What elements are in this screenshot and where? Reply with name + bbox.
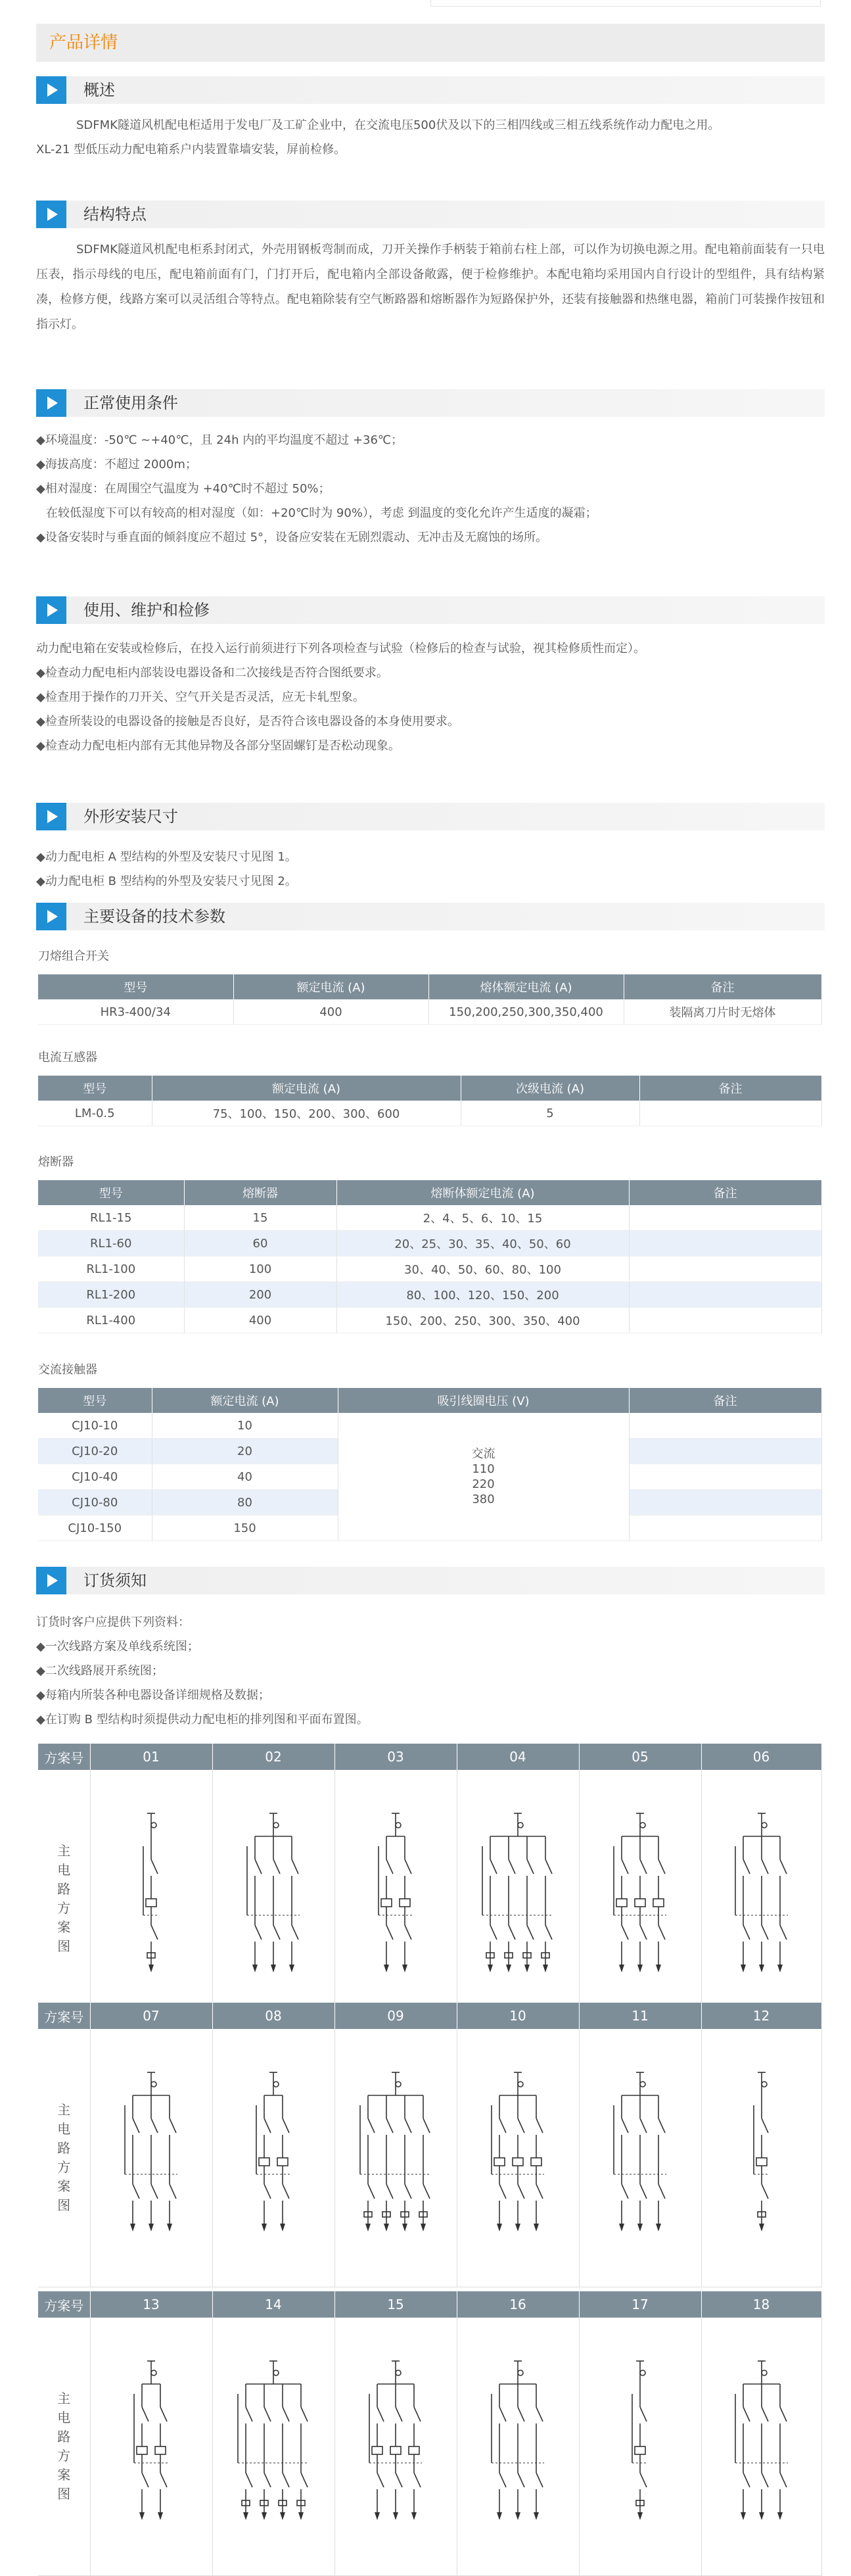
circuit-diagram-icon bbox=[580, 1800, 701, 1997]
circuit-diagram-icon bbox=[91, 1800, 212, 1997]
list-item: ◆海拔高度：不超过 2000m； bbox=[36, 458, 197, 471]
circuit-diagram-icon bbox=[213, 2059, 334, 2256]
overview-text bbox=[36, 113, 825, 162]
table-cell: CJ10-40 bbox=[38, 1464, 152, 1490]
side-label-char: 主 bbox=[57, 1843, 71, 1859]
table-cell: 15 bbox=[184, 1205, 336, 1231]
table-header: 型号 bbox=[38, 1180, 184, 1205]
scheme-number: 18 bbox=[701, 2291, 821, 2318]
table-row bbox=[38, 1231, 821, 1256]
table-caption: 交流接触器 bbox=[38, 1363, 97, 1377]
circuit-diagram-icon bbox=[91, 2059, 212, 2256]
arrow-flag-icon bbox=[36, 201, 66, 228]
table-cell: 80、100、120、150、200 bbox=[336, 1282, 629, 1308]
list-item: ◆相对湿度：在周围空气温度为 +40℃时不超过 50%； bbox=[36, 482, 331, 496]
scheme-number: 05 bbox=[579, 1744, 701, 1770]
ordering-list bbox=[36, 1610, 825, 1732]
scheme-header-label: 方案号 bbox=[38, 1744, 90, 1770]
scheme-number: 15 bbox=[334, 2291, 457, 2318]
table-cell bbox=[629, 1413, 821, 1439]
circuit-diagram-cell bbox=[579, 2318, 701, 2576]
conditions-list bbox=[36, 428, 825, 550]
list-item: ◆检查动力配电柜内部装设电器设备和二次接线是否符合图纸要求。 bbox=[36, 666, 388, 680]
table-caption: 刀熔组合开关 bbox=[38, 949, 109, 963]
overview-line: SDFMK隧道风机配电柜适用于发电厂及工矿企业中，在交流电压500伏及以下的三相四线或三相五线系统作动力配电之用。 bbox=[76, 118, 720, 132]
table-row bbox=[38, 1413, 821, 1439]
section-title: 正常使用条件 bbox=[83, 394, 178, 412]
table-header: 型号 bbox=[38, 974, 233, 999]
list-item: ◆环境温度：-50℃ ~+40℃，且 24h 内的平均温度不超过 +36℃； bbox=[36, 433, 403, 447]
arrow-flag-icon bbox=[36, 903, 66, 930]
table-header: 吸引线圈电压 (V) bbox=[338, 1388, 629, 1413]
scheme-header-label: 方案号 bbox=[38, 2003, 90, 2029]
table-cell: RL1-15 bbox=[38, 1205, 184, 1231]
table-header: 备注 bbox=[629, 1388, 821, 1413]
table-header: 额定电流 (A) bbox=[233, 974, 428, 999]
list-item: ◆动力配电柜 A 型结构的外型及安装尺寸见图 1。 bbox=[36, 850, 297, 864]
section-title: 结构特点 bbox=[83, 205, 147, 224]
circuit-diagram-cell bbox=[90, 2029, 212, 2287]
table-cell: 100 bbox=[184, 1256, 336, 1282]
side-label-char: 案 bbox=[57, 1919, 71, 1935]
table-header: 熔断体额定电流 (A) bbox=[336, 1180, 629, 1205]
section-overview bbox=[36, 76, 825, 104]
table-cell bbox=[629, 1515, 821, 1541]
table-cell bbox=[629, 1205, 821, 1231]
table-cell: 150 bbox=[152, 1515, 338, 1541]
table-cell: LM-0.5 bbox=[38, 1101, 152, 1126]
scheme-number: 14 bbox=[212, 2291, 334, 2318]
contactor-table bbox=[38, 1388, 822, 1541]
table-cell bbox=[629, 1439, 821, 1464]
table-cell: CJ10-80 bbox=[38, 1490, 152, 1515]
table-row bbox=[38, 1101, 821, 1126]
table-cell: CJ10-10 bbox=[38, 1413, 152, 1439]
circuit-diagram-cell bbox=[579, 2029, 701, 2287]
table-row bbox=[38, 1282, 821, 1308]
table-cell: 30、40、50、60、80、100 bbox=[336, 1256, 629, 1282]
circuit-diagram-cell bbox=[457, 2029, 579, 2287]
scheme-number: 10 bbox=[457, 2003, 579, 2029]
table-cell: RL1-100 bbox=[38, 1256, 184, 1282]
section-title: 概述 bbox=[83, 81, 115, 99]
arrow-flag-icon bbox=[36, 596, 66, 624]
scheme-side-label bbox=[38, 2029, 90, 2287]
scheme-number: 08 bbox=[212, 2003, 334, 2029]
dimensions-list bbox=[36, 845, 825, 894]
table-cell: 2、4、5、6、10、15 bbox=[336, 1205, 629, 1231]
scheme-number: 13 bbox=[90, 2291, 212, 2318]
side-label-char: 电 bbox=[57, 2121, 71, 2137]
section-title: 使用、维护和检修 bbox=[83, 601, 210, 619]
circuit-diagram-cell bbox=[701, 2318, 821, 2576]
table-cell: 400 bbox=[233, 999, 428, 1025]
table-header: 型号 bbox=[38, 1388, 152, 1413]
scheme-number: 03 bbox=[334, 1744, 457, 1770]
table-caption: 熔断器 bbox=[38, 1155, 74, 1169]
side-label-char: 路 bbox=[57, 1881, 71, 1897]
table-cell: 80 bbox=[152, 1490, 338, 1515]
list-item: ◆动力配电柜 B 型结构的外型及安装尺寸见图 2。 bbox=[36, 874, 297, 888]
table-header: 额定电流 (A) bbox=[152, 1388, 338, 1413]
table-cell: 5 bbox=[461, 1101, 639, 1126]
current-transformer-table bbox=[38, 1076, 822, 1126]
coil-voltage-cell bbox=[338, 1413, 629, 1541]
section-maintenance bbox=[36, 596, 825, 624]
table-cell bbox=[629, 1231, 821, 1256]
circuit-diagram-icon bbox=[457, 2348, 579, 2545]
product-detail-title: 产品详情 bbox=[36, 24, 825, 62]
table-row bbox=[38, 1256, 821, 1282]
table-row bbox=[38, 1205, 821, 1231]
side-label-char: 案 bbox=[57, 2178, 71, 2194]
circuit-diagram-icon bbox=[91, 2348, 212, 2545]
list-item: 订货时客户应提供下列资料： bbox=[36, 1615, 190, 1629]
table-cell: 75、100、150、200、300、600 bbox=[152, 1101, 461, 1126]
overview-line: XL-21 型低压动力配电箱系户内装置靠墙安装，屏前检修。 bbox=[36, 143, 346, 156]
list-item: ◆设备安装时与垂直面的倾斜度应不超过 5°，设备应安装在无剧烈震动、无冲击及无腐蚀的场所。 bbox=[36, 531, 548, 544]
table-cell bbox=[629, 1308, 821, 1333]
scheme-number: 16 bbox=[457, 2291, 579, 2318]
scheme-number: 09 bbox=[334, 2003, 457, 2029]
circuit-diagram-cell bbox=[212, 2029, 334, 2287]
scheme-number: 11 bbox=[579, 2003, 701, 2029]
side-label-char: 图 bbox=[57, 2486, 71, 2502]
table-header: 熔断器 bbox=[184, 1180, 336, 1205]
side-label-char: 方 bbox=[57, 1900, 71, 1916]
table-cell: RL1-60 bbox=[38, 1231, 184, 1256]
circuit-diagram-icon bbox=[335, 2059, 457, 2256]
table-header: 型号 bbox=[38, 1076, 152, 1101]
section-conditions bbox=[36, 389, 825, 417]
list-item: 动力配电箱在安装或检修后，在投入运行前须进行下列各项检查与试验（检修后的检查与试验，视其检修质性而定）。 bbox=[36, 642, 645, 656]
side-label-char: 方 bbox=[57, 2448, 71, 2464]
list-item: ◆检查用于操作的刀开关、空气开关是否灵活，应无卡轧型象。 bbox=[36, 690, 365, 704]
side-label-char: 方 bbox=[57, 2159, 71, 2175]
circuit-diagram-icon bbox=[213, 2348, 334, 2545]
table-cell: 150,200,250,300,350,400 bbox=[428, 999, 624, 1025]
scheme-side-label bbox=[38, 2318, 90, 2576]
scheme-number: 01 bbox=[90, 1744, 212, 1770]
side-label-char: 电 bbox=[57, 2410, 71, 2425]
circuit-diagram-icon bbox=[335, 1800, 457, 1997]
scheme-table bbox=[38, 2291, 822, 2576]
arrow-flag-icon bbox=[36, 803, 66, 830]
coil-voltage-value: 110 bbox=[472, 1462, 495, 1476]
list-item: 在较低湿度下可以有较高的相对湿度（如：+20℃时为 90%），考虑 到温度的变化允许产生适度的凝霜； bbox=[46, 506, 597, 520]
table-cell: 20 bbox=[152, 1439, 338, 1464]
table-header: 熔体额定电流 (A) bbox=[428, 974, 624, 999]
table-cell: RL1-200 bbox=[38, 1282, 184, 1308]
circuit-diagram-icon bbox=[580, 2059, 701, 2256]
knife-switch-table bbox=[38, 974, 822, 1025]
list-item: ◆检查动力配电柜内部有无其他异物及各部分坚固螺钉是否松动现象。 bbox=[36, 739, 400, 753]
section-title: 主要设备的技术参数 bbox=[83, 907, 225, 926]
table-cell: RL1-400 bbox=[38, 1308, 184, 1333]
top-frame bbox=[430, 0, 821, 7]
coil-voltage-value: 交流 bbox=[471, 1447, 495, 1461]
table-row bbox=[38, 1308, 821, 1333]
table-cell: 400 bbox=[184, 1308, 336, 1333]
table-cell bbox=[629, 1282, 821, 1308]
circuit-diagram-cell bbox=[334, 2318, 457, 2576]
table-header: 备注 bbox=[629, 1180, 821, 1205]
maintenance-list bbox=[36, 636, 825, 758]
circuit-diagram-icon bbox=[213, 1800, 334, 1997]
section-ordering bbox=[36, 1567, 825, 1594]
circuit-diagram-cell bbox=[701, 1770, 821, 2028]
table-cell: CJ10-150 bbox=[38, 1515, 152, 1541]
circuit-diagram-icon bbox=[702, 2059, 821, 2256]
section-parameters bbox=[36, 903, 825, 930]
circuit-diagram-cell bbox=[701, 2029, 821, 2287]
side-label-char: 电 bbox=[57, 1862, 71, 1878]
side-label-char: 图 bbox=[57, 2197, 71, 2213]
table-cell bbox=[629, 1256, 821, 1282]
scheme-table bbox=[38, 2003, 822, 2287]
table-cell: 150、200、250、300、350、400 bbox=[336, 1308, 629, 1333]
table-cell bbox=[629, 1490, 821, 1515]
table-cell bbox=[629, 1464, 821, 1490]
coil-voltage-value: 380 bbox=[472, 1492, 495, 1506]
section-title: 外形安装尺寸 bbox=[83, 807, 178, 826]
table-header: 备注 bbox=[639, 1076, 821, 1101]
table-cell: 10 bbox=[152, 1413, 338, 1439]
circuit-diagram-icon bbox=[457, 2059, 579, 2256]
circuit-diagram-cell bbox=[90, 2318, 212, 2576]
table-header: 次级电流 (A) bbox=[461, 1076, 639, 1101]
circuit-diagram-cell bbox=[579, 1770, 701, 2028]
table-cell: HR3-400/34 bbox=[38, 999, 233, 1025]
arrow-flag-icon bbox=[36, 76, 66, 104]
circuit-diagram-icon bbox=[580, 2348, 701, 2545]
list-item: ◆一次线路方案及单线系统图； bbox=[36, 1640, 199, 1654]
list-item: ◆每箱内所装各种电器设备详细规格及数据； bbox=[36, 1688, 270, 1702]
list-item: ◆在订购 B 型结构时须提供动力配电柜的排列图和平面布置图。 bbox=[36, 1713, 369, 1727]
table-header: 额定电流 (A) bbox=[152, 1076, 461, 1101]
table-cell: 40 bbox=[152, 1464, 338, 1490]
side-label-char: 主 bbox=[57, 2391, 71, 2406]
arrow-flag-icon bbox=[36, 1567, 66, 1594]
table-header: 备注 bbox=[624, 974, 821, 999]
scheme-header-label: 方案号 bbox=[38, 2291, 90, 2318]
table-cell: 20、25、30、35、40、50、60 bbox=[336, 1231, 629, 1256]
side-label-char: 路 bbox=[57, 2429, 71, 2445]
side-label-char: 图 bbox=[57, 1938, 71, 1954]
fuse-table bbox=[38, 1180, 822, 1333]
table-cell: 60 bbox=[184, 1231, 336, 1256]
circuit-diagram-cell bbox=[212, 1770, 334, 2028]
circuit-diagram-cell bbox=[90, 1770, 212, 2028]
coil-voltage-value: 220 bbox=[472, 1477, 495, 1491]
circuit-diagram-icon bbox=[457, 1800, 579, 1997]
side-label-char: 案 bbox=[57, 2467, 71, 2483]
table-caption: 电流互感器 bbox=[38, 1051, 97, 1064]
structure-text: SDFMK隧道风机配电柜系封闭式，外壳用钢板弯制而成，刀开关操作手柄装于箱前右柱上部，可以作为切换电源之用。配电箱前面装有一只电压表，指示母线的电压，配电箱前面有门，门打开后，配电箱内全部设备敞露，便于检修维护。本配电箱均采用国内自行设计的型组件，具有结构紧凑，检修方便，线路方案可以灵活组合等特点。配电箱除装有空气断路器和熔断器作为短路保护外，还装有接触器和热继电器，箱前门可装操作按钮和指示灯。 bbox=[36, 243, 825, 331]
section-title: 订货须知 bbox=[83, 1571, 147, 1590]
scheme-number: 07 bbox=[90, 2003, 212, 2029]
scheme-number: 06 bbox=[701, 1744, 821, 1770]
scheme-number: 02 bbox=[212, 1744, 334, 1770]
table-cell: CJ10-20 bbox=[38, 1439, 152, 1464]
table-cell: 装隔离刀片时无熔体 bbox=[624, 999, 821, 1025]
scheme-number: 04 bbox=[457, 1744, 579, 1770]
circuit-diagram-cell bbox=[457, 1770, 579, 2028]
side-label-char: 主 bbox=[57, 2102, 71, 2118]
scheme-side-label bbox=[38, 1770, 90, 2028]
scheme-number: 12 bbox=[701, 2003, 821, 2029]
circuit-diagram-icon bbox=[335, 2348, 457, 2545]
scheme-number: 17 bbox=[579, 2291, 701, 2318]
circuit-diagram-cell bbox=[212, 2318, 334, 2576]
table-row bbox=[38, 999, 821, 1025]
circuit-diagram-cell bbox=[334, 2029, 457, 2287]
list-item: ◆检查所装设的电器设备的接触是否良好，是否符合该电器设备的本身使用要求。 bbox=[36, 715, 459, 728]
circuit-diagram-cell bbox=[457, 2318, 579, 2576]
side-label-char: 路 bbox=[57, 2140, 71, 2156]
circuit-diagram-cell bbox=[334, 1770, 457, 2028]
circuit-diagram-icon bbox=[702, 2348, 821, 2545]
scheme-table bbox=[38, 1744, 822, 2028]
arrow-flag-icon bbox=[36, 389, 66, 417]
section-structure bbox=[36, 201, 825, 228]
list-item: ◆二次线路展开系统图； bbox=[36, 1664, 164, 1678]
table-cell bbox=[639, 1101, 821, 1126]
section-dimensions bbox=[36, 803, 825, 830]
table-cell: 200 bbox=[184, 1282, 336, 1308]
circuit-diagram-icon bbox=[702, 1800, 821, 1997]
